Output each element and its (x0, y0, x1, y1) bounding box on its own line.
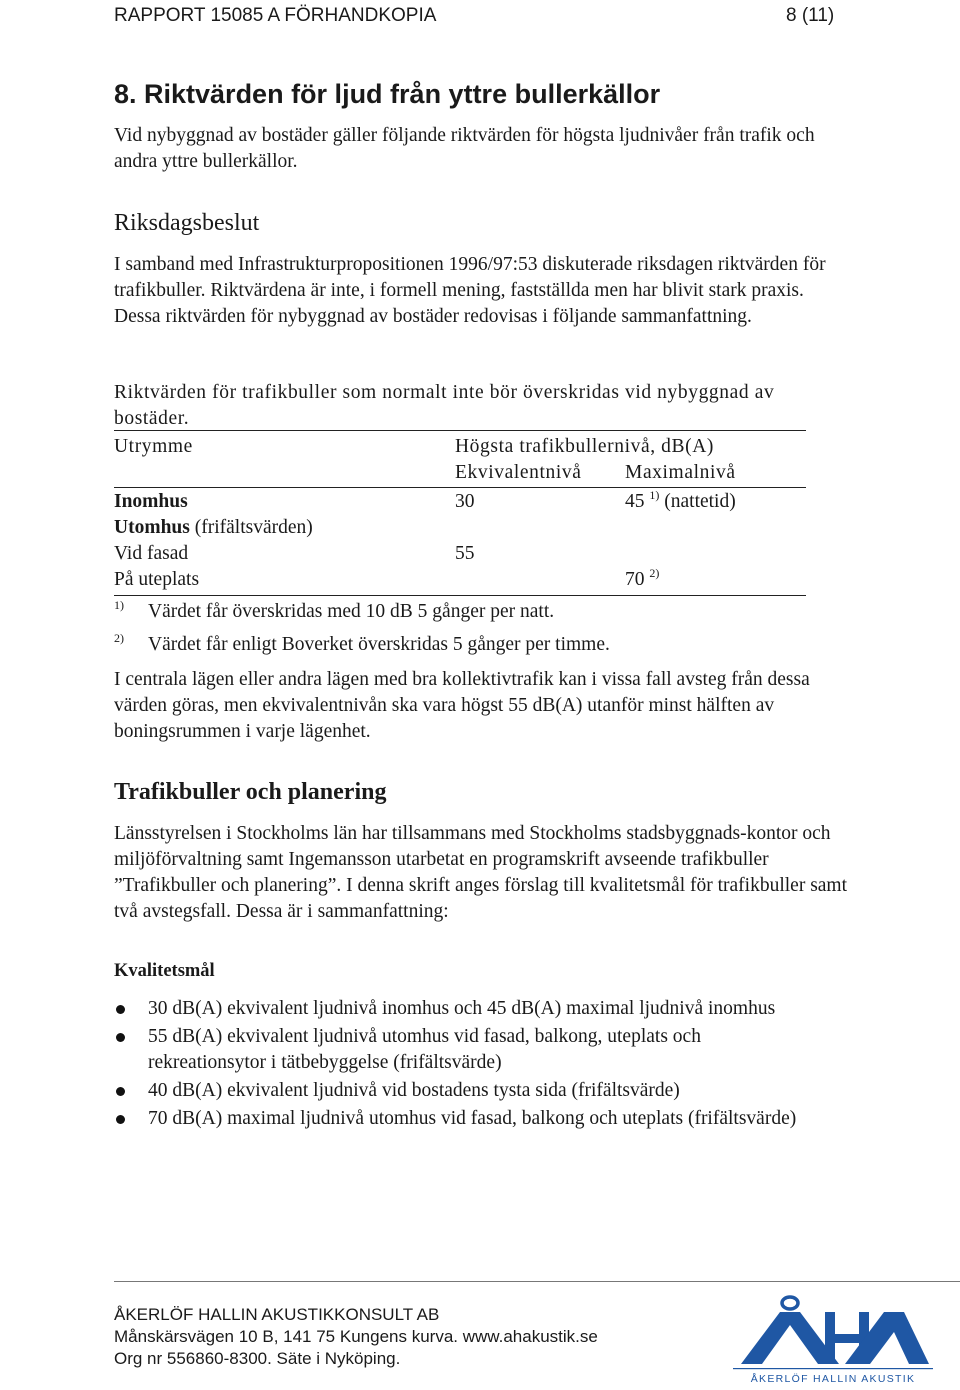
row-utomhus (114, 517, 313, 539)
row-inomhus-max-sup: 1) (649, 488, 660, 502)
row-inomhus-label: Inomhus (114, 491, 188, 512)
footer-address: Månskärsvägen 10 B, 141 75 Kungens kurva. www.ahakustik.se (114, 1327, 598, 1346)
footnote-2-text: Värdet får enligt Boverket överskridas 5 gånger per timme. (148, 634, 610, 655)
col-header-group: Högsta trafikbullernivå, dB(A) (455, 436, 714, 457)
row-uteplats-max-value: 70 (625, 569, 645, 590)
row-utomhus-note: (frifältsvärden) (194, 517, 313, 538)
list-item (114, 1024, 814, 1076)
aha-logo-icon (733, 1292, 933, 1385)
table-caption: Riktvärden för trafikbuller som normalt inte bör överskridas vid nybyggnad av bostäder. (114, 382, 775, 429)
bullet-icon (116, 1087, 125, 1096)
bullet-icon (116, 1115, 125, 1124)
section-intro: Vid nybyggnad av bostäder gäller följande riktvärden för högsta ljudnivåer från trafik och andra yttre bullerkällor. (114, 125, 815, 172)
list-item-text: 40 dB(A) ekvivalent ljudnivå vid bostadens tysta sida (frifältsvärde) (148, 1080, 680, 1101)
company-logo (733, 1292, 933, 1385)
riksdag-body: I samband med Infrastrukturpropositionen 1996/97:53 diskuterade riksdagen riktvärden för trafikbuller. Riktvärdena är inte, i formell mening, fastställda men har blivit stark praxis. Dessa riktvärden för nybyggnad av bostäder redovisas i följande sammanfattning. (114, 254, 826, 327)
section-heading: 8. Riktvärden för ljud från yttre bullerkällor (114, 79, 661, 109)
table-header-rule (114, 487, 806, 488)
bullet-icon (116, 1033, 125, 1042)
footer-org: Org nr 556860-8300. Säte i Nyköping. (114, 1349, 401, 1368)
list-item-text: 70 dB(A) maximal ljudnivå utomhus vid fasad, balkong och uteplats (frifältsvärde) (148, 1108, 797, 1129)
report-header-title: RAPPORT 15085 A FÖRHANDKOPIA (114, 5, 437, 26)
row-uteplats-max-sup: 2) (649, 566, 660, 580)
col-header-max: Maximalnivå (625, 462, 736, 483)
riksdag-heading: Riksdagsbeslut (114, 210, 260, 236)
list-item (114, 1078, 814, 1104)
footer-rule (114, 1281, 960, 1282)
kvalitet-heading: Kvalitetsmål (114, 961, 215, 981)
central-body: I centrala lägen eller andra lägen med bra kollektivtrafik kan i vissa fall avsteg från dessa värden göras, men ekvivalentnivån ska vara högst 55 dB(A) utanför minst hälften av boningsrummen i varje lägenhet. (114, 669, 810, 742)
footnote-1-text: Värdet får överskridas med 10 dB 5 gånger per natt. (148, 601, 555, 622)
row-inomhus-max (625, 488, 736, 513)
table-bottom-rule (114, 595, 806, 596)
page-number: 8 (11) (786, 5, 835, 26)
row-fasad-eq: 55 (455, 543, 475, 564)
list-item (114, 996, 814, 1022)
row-inomhus-max-value: 45 (625, 491, 645, 512)
list-item (114, 1106, 814, 1132)
footnote-2-mark: 2) (114, 631, 124, 645)
logo-subtitle: ÅKERLÖF HALLIN AKUSTIK (750, 1373, 916, 1385)
bullet-icon (116, 1005, 125, 1014)
footnote-1-mark: 1) (114, 598, 124, 612)
planering-body: Länsstyrelsen i Stockholms län har tillsammans med Stockholms stadsbyggnads-kontor och miljöförvaltning samt Ingemansson utarbetat en programskrift avseende trafikbuller ”Trafikbuller och planering”. I denna skrift anges förslag till kvalitetsmål för trafikbuller samt två avstegsfall. Dessa är i sammanfattning: (114, 823, 848, 922)
kvalitet-list (114, 996, 814, 1134)
row-uteplats-max (625, 566, 660, 591)
list-item-text: 55 dB(A) ekvivalent ljudnivå utomhus vid fasad, balkong, uteplats och rekreationsytor i tätbebyggelse (frifältsvärde) (148, 1026, 701, 1073)
row-utomhus-label: Utomhus (114, 517, 190, 538)
col-header-eq: Ekvivalentnivå (455, 462, 582, 483)
row-inomhus-max-note: (nattetid) (664, 491, 736, 512)
footnote-1 (114, 598, 554, 623)
col-header-room: Utrymme (114, 436, 193, 457)
planering-heading: Trafikbuller och planering (114, 779, 387, 805)
list-item-text: 30 dB(A) ekvivalent ljudnivå inomhus och 45 dB(A) maximal ljudnivå inomhus (148, 998, 776, 1019)
row-uteplats-label: På uteplats (114, 569, 200, 590)
row-fasad-label: Vid fasad (114, 543, 189, 564)
footnote-2 (114, 631, 610, 656)
table-top-rule (114, 430, 806, 431)
footer-company: ÅKERLÖF HALLIN AKUSTIKKONSULT AB (114, 1305, 440, 1324)
row-inomhus-eq: 30 (455, 491, 475, 512)
